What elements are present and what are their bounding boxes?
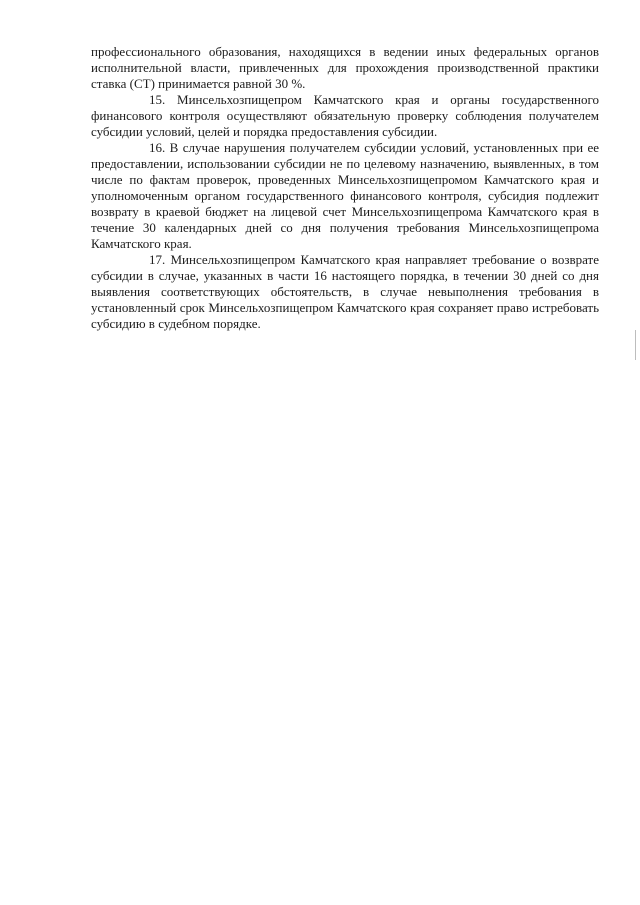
- scan-edge-mark: [635, 330, 636, 360]
- paragraph-continuation: профессионального образования, находящихся в ведении иных федеральных органов исполнительной власти, привлеченных для прохождения производственной практики ставка (СТ) принимается равной 30 %.: [91, 44, 599, 91]
- paragraph-16: 16. В случае нарушения получателем субсидии условий, установленных при ее предоставлении, использовании субсидии не по целевому назначению, выявленных, в том числе по фактам проверок, проведенных Минсельхозпищепромом Камчатского края и уполномоченным органом государственного финансового контроля, субсидия подлежит возврату в краевой бюджет на лицевой счет Минсельхозпищепрома Камчатского края в течение 30 календарных дней со дня получения требования Минсельхозпищепрома Камчатского края.: [91, 140, 599, 251]
- paragraph-17: 17. Минсельхозпищепром Камчатского края направляет требование о возврате субсидии в случае, указанных в части 16 настоящего порядка, в течении 30 дней со дня выявления соответствующих обстоятельств, в случае невыполнения требования в установленный срок Минсельхозпищепром Камчатского края сохраняет право истребовать субсидию в судебном порядке.: [91, 252, 599, 331]
- paragraph-15: 15. Минсельхозпищепром Камчатского края и органы государственного финансового контроля осуществляют обязательную проверку соблюдения получателем субсидии условий, целей и порядка предоставления субсидии.: [91, 92, 599, 139]
- document-body: [91, 44, 599, 332]
